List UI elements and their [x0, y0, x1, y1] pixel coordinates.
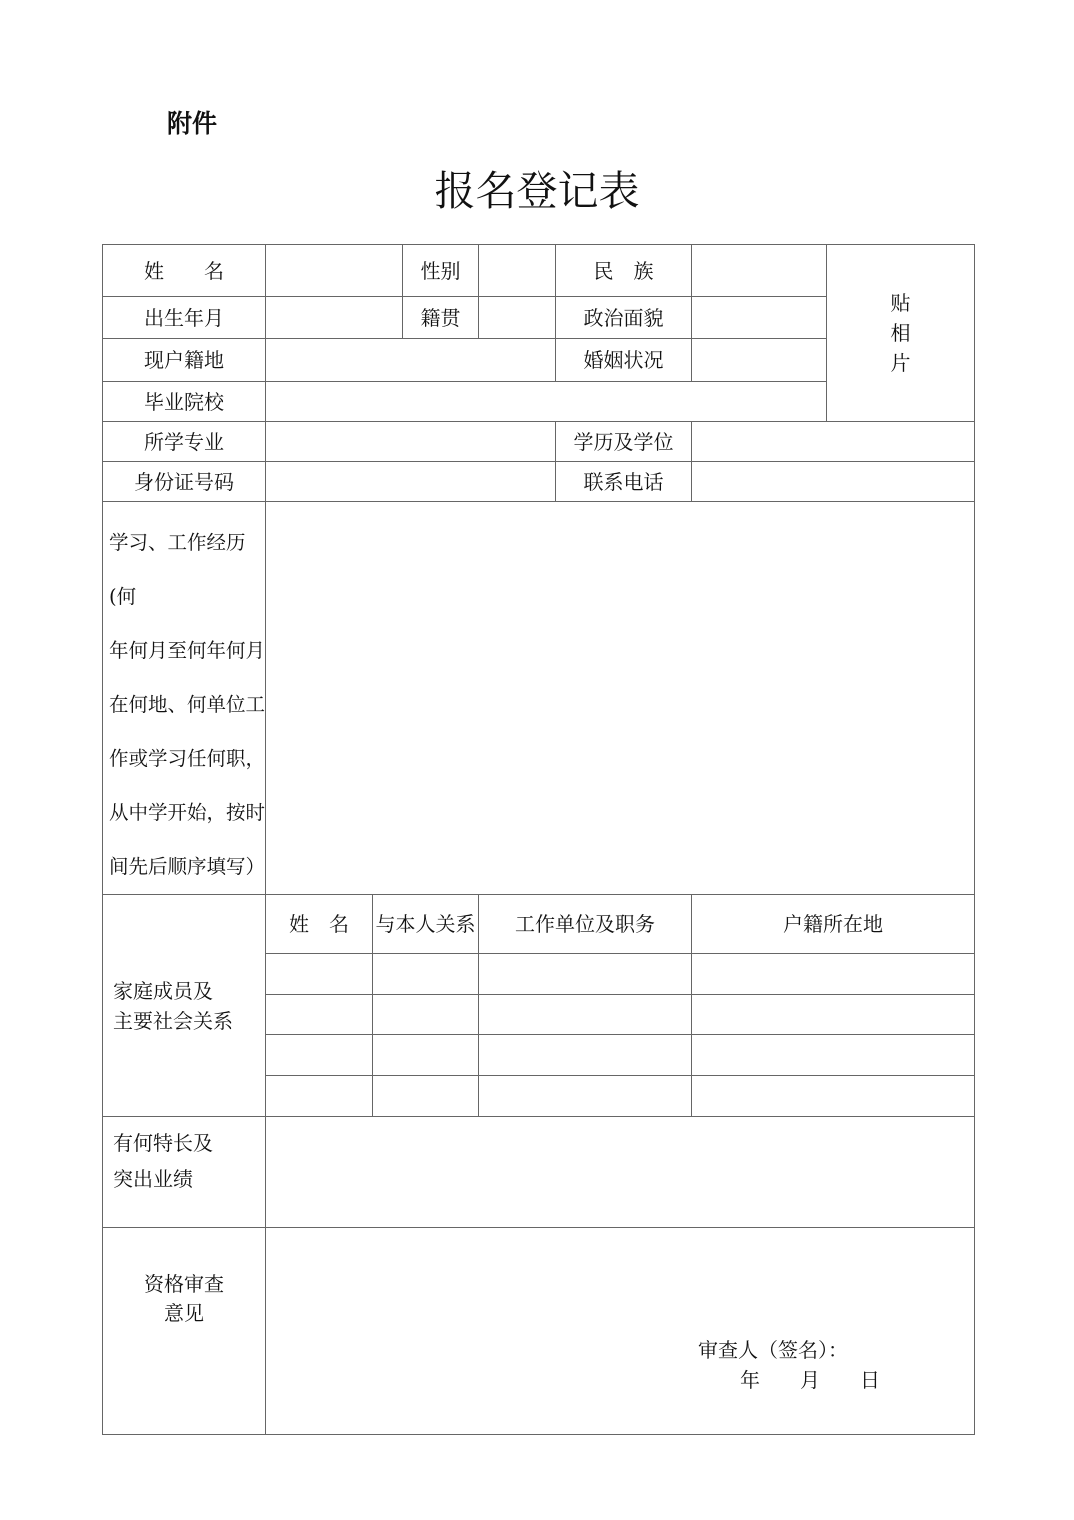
photo-label: 贴相片 — [890, 291, 911, 375]
school-field[interactable] — [266, 382, 827, 422]
family-cell[interactable] — [373, 1076, 479, 1117]
family-header-residence: 户籍所在地 — [692, 895, 975, 954]
native-label: 籍贯 — [403, 297, 479, 339]
family-cell[interactable] — [479, 1076, 692, 1117]
family-cell[interactable] — [266, 1076, 373, 1117]
family-cell[interactable] — [479, 1035, 692, 1076]
registration-table — [102, 244, 975, 1435]
gender-label: 性别 — [403, 245, 479, 297]
degree-label: 学历及学位 — [556, 422, 692, 462]
reviewer-label: 审查人（签名）： — [698, 1338, 848, 1362]
birth-field[interactable] — [266, 297, 403, 339]
reviewer-signature — [698, 1338, 880, 1398]
major-label: 所学专业 — [103, 422, 266, 462]
skills-label: 有何特长及 突出业绩 — [103, 1117, 266, 1228]
major-field[interactable] — [266, 422, 556, 462]
family-cell[interactable] — [479, 995, 692, 1035]
political-field[interactable] — [692, 297, 827, 339]
residence-label: 现户籍地 — [103, 339, 266, 382]
review-date: 年 月 日 — [740, 1368, 880, 1392]
family-header-work: 工作单位及职务 — [479, 895, 692, 954]
attachment-label: 附件 — [167, 109, 218, 138]
photo-box[interactable] — [827, 245, 975, 422]
family-cell[interactable] — [373, 1035, 479, 1076]
skills-field[interactable] — [266, 1117, 975, 1228]
birth-label: 出生年月 — [103, 297, 266, 339]
family-cell[interactable] — [266, 1035, 373, 1076]
family-cell[interactable] — [692, 1076, 975, 1117]
marital-field[interactable] — [692, 339, 827, 382]
family-header-relation: 与本人关系 — [373, 895, 479, 954]
marital-label: 婚姻状况 — [556, 339, 692, 382]
family-cell[interactable] — [266, 995, 373, 1035]
family-cell[interactable] — [479, 954, 692, 995]
history-field[interactable] — [266, 502, 975, 895]
family-cell[interactable] — [373, 954, 479, 995]
form-title: 报名登记表 — [434, 167, 640, 215]
review-label: 资格审查 意见 — [103, 1228, 266, 1435]
name-field[interactable] — [266, 245, 403, 297]
phone-field[interactable] — [692, 462, 975, 502]
family-cell[interactable] — [692, 954, 975, 995]
school-label: 毕业院校 — [103, 382, 266, 422]
family-cell[interactable] — [692, 995, 975, 1035]
gender-field[interactable] — [479, 245, 556, 297]
degree-field[interactable] — [692, 422, 975, 462]
ethnicity-field[interactable] — [692, 245, 827, 297]
family-header-name: 姓 名 — [266, 895, 373, 954]
family-cell[interactable] — [373, 995, 479, 1035]
residence-field[interactable] — [266, 339, 556, 382]
name-label: 姓 名 — [103, 245, 266, 297]
family-label: 家庭成员及 主要社会关系 — [103, 895, 266, 1117]
phone-label: 联系电话 — [556, 462, 692, 502]
ethnicity-label: 民 族 — [556, 245, 692, 297]
family-cell[interactable] — [692, 1035, 975, 1076]
native-field[interactable] — [479, 297, 556, 339]
political-label: 政治面貌 — [556, 297, 692, 339]
id-label: 身份证号码 — [103, 462, 266, 502]
review-field[interactable] — [266, 1228, 975, 1435]
id-field[interactable] — [266, 462, 556, 502]
family-cell[interactable] — [266, 954, 373, 995]
history-label: 学习、工作经历(何 年何月至何年何月 在何地、何单位工 作或学习任何职， 从中学开始，按时 间先后顺序填写） — [103, 502, 266, 895]
